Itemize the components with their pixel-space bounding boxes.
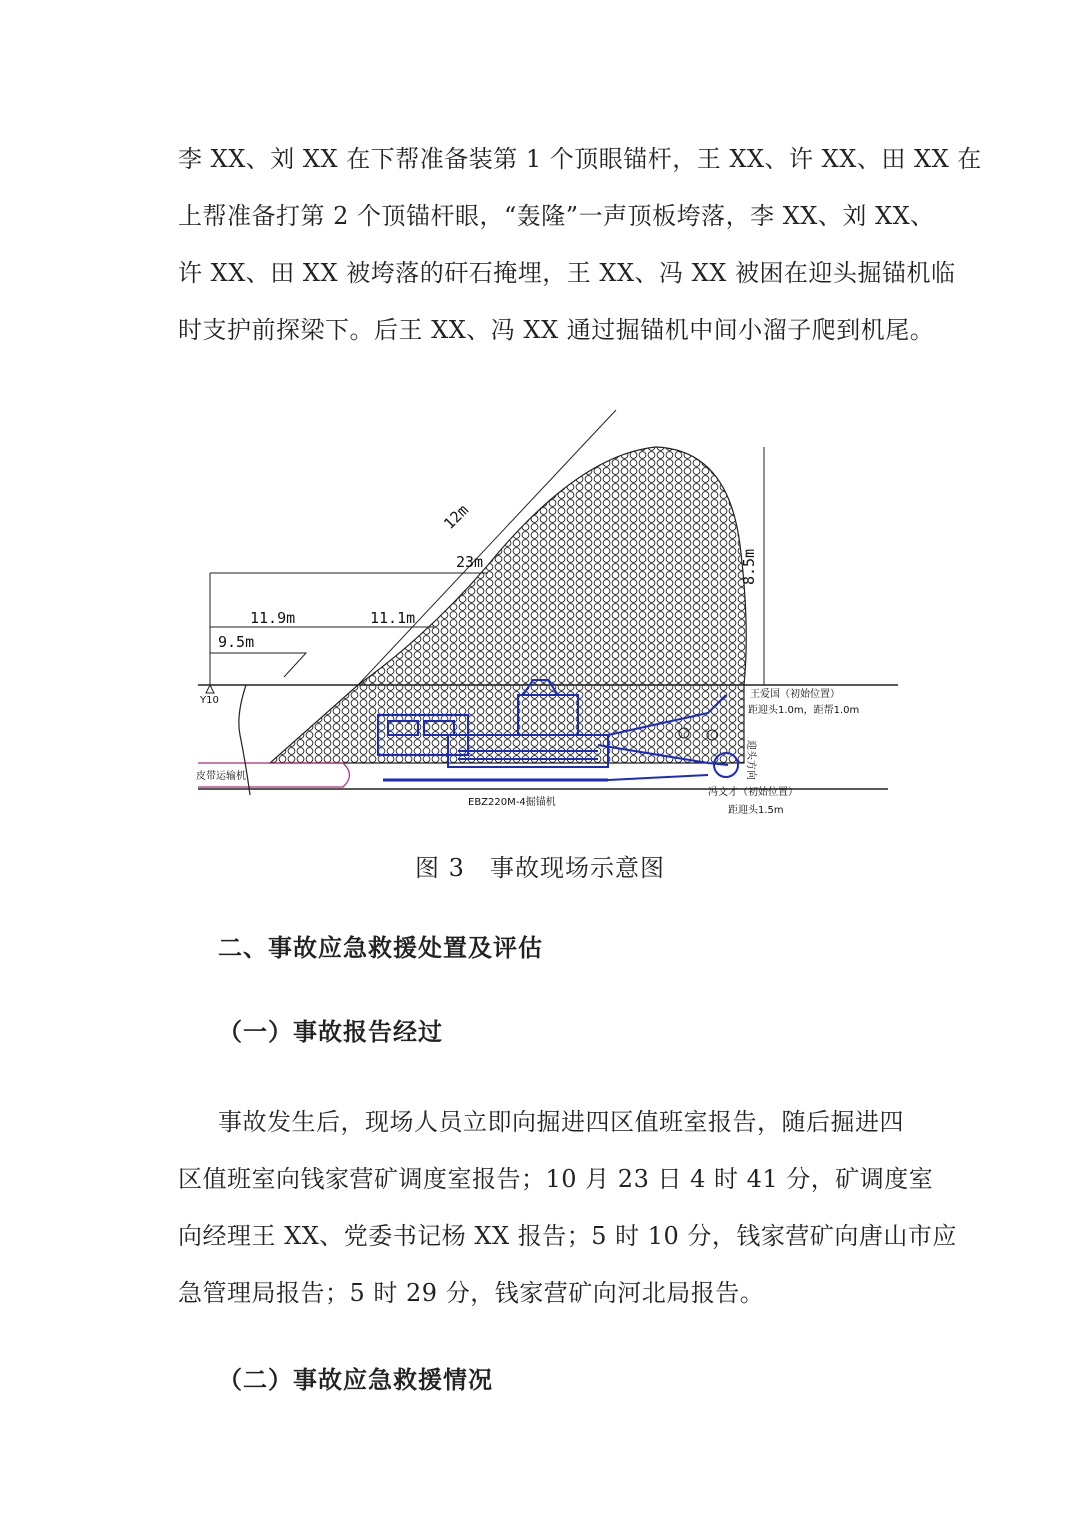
text-line: 上帮准备打第 2 个顶锚杆眼，“轰隆”一声顶板垮落，李 XX、刘 XX、	[178, 202, 935, 230]
text-line: 区值班室向钱家营矿调度室报告；10 月 23 日 4 时 41 分，矿调度室	[178, 1165, 934, 1193]
dim-11-9m: 11.9m	[250, 609, 296, 627]
dim-23m: 23m	[456, 553, 484, 571]
text-line: 李 XX、刘 XX 在下帮准备装第 1 个顶眼锚杆，王 XX、许 XX、田 XX 在	[178, 145, 982, 173]
text-line: 急管理局报告；5 时 29 分，钱家营矿向河北局报告。	[178, 1279, 765, 1307]
wang-position-label: 王爱国（初始位置）	[750, 689, 840, 700]
paragraph-report-process	[178, 1094, 957, 1322]
subsection-title-report: （一）事故报告经过	[218, 1017, 443, 1046]
paragraph-accident-process	[178, 131, 982, 359]
section-title: 二、事故应急救援处置及评估	[218, 933, 543, 962]
dim-9-5m: 9.5m	[218, 633, 255, 651]
dim-8-5m: 8.5m	[740, 548, 758, 585]
dim-11-1m: 11.1m	[370, 609, 416, 627]
wang-distance-label: 距迎头1.0m，距帮1.0m	[748, 705, 860, 716]
conveyor-label: 皮带运输机	[196, 771, 246, 782]
feng-distance-label: 距迎头1.5m	[728, 805, 784, 816]
face-direction-label: 迎头方向	[745, 740, 756, 780]
survey-point-label: Y10	[200, 695, 219, 706]
subsection-title-rescue: （二）事故应急救援情况	[218, 1365, 493, 1394]
text-line: 时支护前探梁下。后王 XX、冯 XX 通过掘锚机中间小溜子爬到机尾。	[178, 316, 935, 344]
text-line: 向经理王 XX、党委书记杨 XX 报告；5 时 10 分，钱家营矿向唐山市应	[178, 1222, 957, 1250]
collapsed-rock-pile	[270, 447, 746, 763]
dim-12m: 12m	[440, 500, 472, 533]
feng-position-label: 冯文才（初始位置）	[708, 787, 798, 798]
accident-scene-diagram	[188, 395, 904, 827]
figure-caption: 图 3 事故现场示意图	[415, 854, 665, 882]
text-line: 事故发生后，现场人员立即向掘进四区值班室报告，随后掘进四	[218, 1108, 904, 1136]
text-line: 许 XX、田 XX 被垮落的矸石掩埋，王 XX、冯 XX 被困在迎头掘锚机临	[178, 259, 956, 287]
machine-label: EBZ220M-4掘锚机	[468, 797, 556, 808]
